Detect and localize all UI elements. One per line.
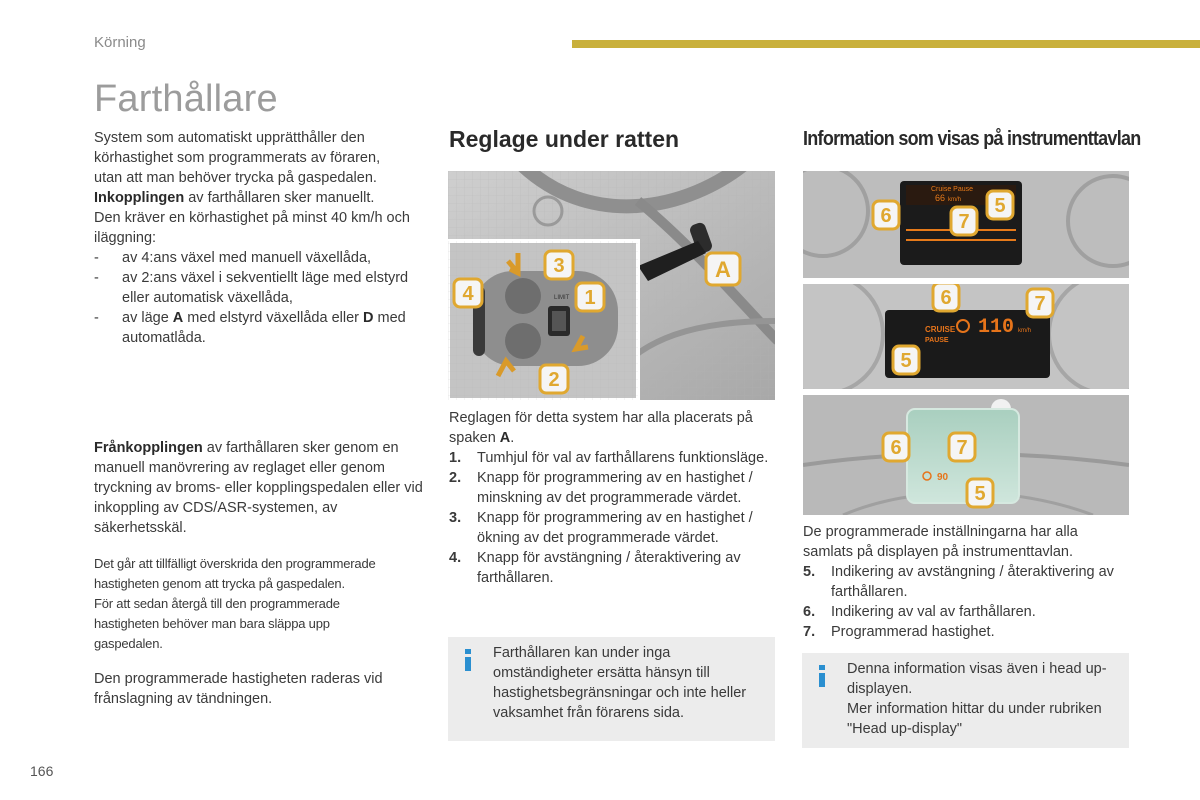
callout-5 <box>893 346 919 374</box>
cluster1-mode-text: Cruise Pause <box>931 186 974 193</box>
disengage-keyword: Frånkopplingen <box>94 440 203 456</box>
svg-text:7: 7 <box>958 211 970 233</box>
cluster-figure-2 <box>803 284 1129 389</box>
callout-7 <box>1027 289 1053 317</box>
hud-speed: 90 <box>937 472 949 483</box>
list-item: 3. Knapp för programmering av en hastighet / ökning av det programmerade värdet. <box>449 510 753 546</box>
list-item: - av 4:ans växel med manuell växellåda, <box>94 250 372 266</box>
list-item: 6. Indikering av val av farthållaren. <box>803 604 1036 620</box>
svg-text:1: 1 <box>584 287 596 309</box>
display-info-text <box>803 522 1129 642</box>
callout-1 <box>576 283 604 311</box>
svg-text:3: 3 <box>553 255 565 277</box>
display-info-heading: Information som visas på instrumenttavlan <box>803 128 1141 150</box>
callout-6 <box>883 433 909 461</box>
controls-note: Farthållaren kan under inga omständigheter ersätta hänsyn till hastighetsbegränsningar och inte heller vaksamhet från förarens sida. <box>448 637 775 741</box>
controls-heading: Reglage under ratten <box>449 126 680 152</box>
callout-7 <box>951 207 977 235</box>
svg-text:6: 6 <box>890 437 902 459</box>
cluster2-unit: km/h <box>1018 328 1032 334</box>
callout-5 <box>987 191 1013 219</box>
lever-limit-label: LIMIT <box>554 295 570 301</box>
cluster-figure-1 <box>803 171 1129 278</box>
cluster2-speed: 110 <box>978 316 1015 339</box>
callout-4 <box>454 279 482 307</box>
gear-requirement-list <box>94 248 410 348</box>
callout-2 <box>540 365 568 393</box>
cluster1-unit: km/h <box>948 197 962 203</box>
list-item: 4. Knapp för avstängning / återaktivering av farthållaren. <box>449 550 741 586</box>
list-item: - av läge A med elstyrd växellåda eller D med automatlåda. <box>94 310 406 346</box>
requirement-paragraph: Den kräver en körhastighet på minst 40 km/h och iläggning: <box>94 210 410 246</box>
steering-lever-figure <box>448 171 775 400</box>
info-icon <box>464 649 472 671</box>
list-item: 5. Indikering av avstängning / återaktivering av farthållaren. <box>803 564 1114 600</box>
callout-6 <box>933 284 959 311</box>
info-icon <box>818 665 826 687</box>
controls-list <box>449 448 775 588</box>
cluster2-pause-label: PAUSE <box>925 337 949 344</box>
page-number: 166 <box>30 763 54 779</box>
svg-text:5: 5 <box>994 195 1006 217</box>
list-item: 1. Tumhjul för val av farthållarens funktionsläge. <box>449 450 769 466</box>
svg-text:7: 7 <box>1034 293 1046 315</box>
callout-7 <box>949 433 975 461</box>
engage-keyword: Inkopplingen <box>94 190 185 206</box>
callout-6 <box>873 201 899 229</box>
head-up-display-figure <box>803 395 1129 515</box>
display-info-note: Denna information visas även i head up-displayen. Mer information hittar du under rubriken "Head up-display" <box>802 653 1129 748</box>
intro-paragraph: System som automatiskt upprätthåller den körhastighet som programmerats av föraren, utan att man behöver trycka på gaspedalen. <box>94 130 381 186</box>
cluster2-cruise-label: CRUISE <box>925 325 956 334</box>
erase-block <box>94 669 426 709</box>
callout-3 <box>545 251 573 279</box>
engage-paragraph: Inkopplingen av farthållaren sker manuellt. <box>94 190 375 206</box>
display-info-intro: De programmerade inställningarna har alla samlats på displayen på instrumenttavlan. <box>803 524 1078 560</box>
svg-text:4: 4 <box>462 283 474 305</box>
disengage-block <box>94 438 426 538</box>
display-info-list <box>803 562 1129 642</box>
svg-text:7: 7 <box>956 437 968 459</box>
page-title: Farthållare <box>94 78 278 120</box>
callout-A <box>706 253 740 285</box>
disengage-paragraph: Frånkopplingen av farthållaren sker genom en manuell manövrering av reglaget eller genom tryckning av broms- eller kopplingspedalen eller vid inkoppling av CDS/ASR-systemen, av säkerhetsskäl. <box>94 440 423 536</box>
callout-5 <box>967 479 993 507</box>
controls-intro: Reglagen för detta system har alla placerats på spaken A. <box>449 410 753 446</box>
intro-block <box>94 128 410 348</box>
list-item: 2. Knapp för programmering av en hastighet / minskning av det programmerade värdet. <box>449 470 753 506</box>
section-label: Körning <box>94 34 146 51</box>
svg-text:2: 2 <box>548 369 560 391</box>
controls-text <box>449 408 775 588</box>
erase-paragraph: Den programmerade hastigheten raderas vid frånslagning av tändningen. <box>94 671 383 707</box>
overspeed-block: Det går att tillfälligt överskrida den programmerade hastigheten genom att trycka på gaspedalen. För att sedan återgå till den programmerade hastigheten behöver man bara släppa upp gaspedalen. <box>94 556 376 651</box>
list-item: - av 2:ans växel i sekventiellt läge med elstyrd eller automatisk växellåda, <box>94 270 409 306</box>
svg-text:5: 5 <box>900 350 912 372</box>
cluster1-speed: 66 <box>935 193 946 203</box>
svg-text:A: A <box>715 257 731 282</box>
svg-text:6: 6 <box>940 287 952 309</box>
svg-text:5: 5 <box>974 483 986 505</box>
svg-text:6: 6 <box>880 205 892 227</box>
header-accent-bar <box>572 40 1200 48</box>
list-item: 7. Programmerad hastighet. <box>803 624 995 640</box>
